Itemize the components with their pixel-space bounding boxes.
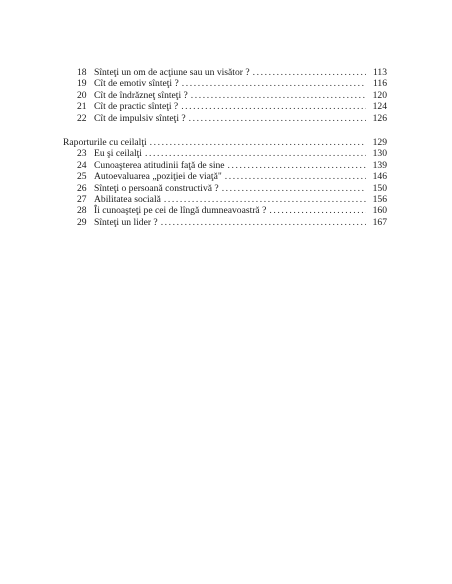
toc-leader-dots xyxy=(228,160,366,171)
toc-entry-29 xyxy=(63,217,387,228)
table-of-contents xyxy=(63,67,387,228)
toc-entry-page: 116 xyxy=(372,78,387,90)
toc-entry-title: Îi cunoaşteţi pe cei de lîngă dumneavoastră ? xyxy=(94,205,267,217)
toc-entry-19 xyxy=(63,78,387,89)
toc-entry-number: 27 xyxy=(77,193,87,205)
toc-entry-page: 167 xyxy=(372,216,387,228)
toc-leader-dots xyxy=(181,101,366,112)
toc-leader-dots xyxy=(145,148,366,159)
toc-entry-number: 26 xyxy=(77,182,87,194)
toc-entry-title: Cît de practic sînteţi ? xyxy=(94,101,179,113)
toc-leader-dots xyxy=(222,183,366,194)
toc-entry-number: 19 xyxy=(77,78,87,90)
toc-entry-number: 28 xyxy=(77,205,87,217)
toc-entry-24 xyxy=(63,160,387,171)
toc-entry-28 xyxy=(63,205,387,216)
toc-leader-dots xyxy=(253,67,366,78)
toc-entry-page: 124 xyxy=(372,101,387,113)
toc-entry-26 xyxy=(63,183,387,194)
toc-leader-dots xyxy=(225,171,366,182)
toc-section-heading xyxy=(63,137,387,148)
toc-entry-title: Sînteţi un lider ? xyxy=(94,216,158,228)
toc-entry-page: 120 xyxy=(372,89,387,101)
toc-entry-27 xyxy=(63,194,387,205)
section-spacer xyxy=(63,124,387,137)
toc-entry-title: Cît de emotiv sînteţi ? xyxy=(94,78,179,90)
toc-entry-page: 139 xyxy=(372,159,387,171)
toc-entry-page: 150 xyxy=(372,182,387,194)
toc-entry-number: 29 xyxy=(77,216,87,228)
toc-leader-dots xyxy=(150,137,366,148)
toc-entry-title: Sînteţi o persoană constructivă ? xyxy=(94,182,219,194)
toc-entry-page: 113 xyxy=(372,67,387,78)
toc-entry-page: 126 xyxy=(372,112,387,124)
toc-entry-title: Cît de îndrăzneţ sînteţi ? xyxy=(94,89,188,101)
toc-entry-23 xyxy=(63,148,387,159)
toc-entry-number: 22 xyxy=(77,112,87,124)
toc-leader-dots xyxy=(189,113,366,124)
toc-entry-page: 156 xyxy=(372,193,387,205)
toc-entry-title: Cît de impulsiv sînteţi ? xyxy=(94,112,186,124)
toc-entry-number: 21 xyxy=(77,101,87,113)
toc-entry-number: 20 xyxy=(77,89,87,101)
toc-entry-title: Autoevaluarea „poziţiei de viaţă" xyxy=(94,171,222,183)
toc-leader-dots xyxy=(269,205,366,216)
toc-leader-dots xyxy=(164,194,366,205)
toc-entry-18 xyxy=(63,67,387,78)
toc-entry-title: Abilitatea socială xyxy=(94,193,161,205)
toc-entry-page: 130 xyxy=(372,148,387,160)
toc-leader-dots xyxy=(182,78,366,89)
toc-entry-number: 24 xyxy=(77,159,87,171)
toc-entry-title: Cunoaşterea atitudinii faţă de sine xyxy=(94,159,225,171)
toc-section-title: Raporturile cu ceilalţi xyxy=(63,136,147,148)
toc-entry-title: Eu şi ceilalţi xyxy=(94,148,142,160)
toc-leader-dots xyxy=(191,90,366,101)
toc-entry-25 xyxy=(63,171,387,182)
toc-entry-page: 160 xyxy=(372,205,387,217)
toc-entry-page: 146 xyxy=(372,171,387,183)
toc-leader-dots xyxy=(161,217,366,228)
toc-entry-number: 23 xyxy=(77,148,87,160)
toc-entry-number: 25 xyxy=(77,171,87,183)
toc-entry-21 xyxy=(63,101,387,112)
toc-entry-22 xyxy=(63,113,387,124)
toc-entry-number: 18 xyxy=(77,67,87,78)
toc-section-page: 129 xyxy=(372,136,387,148)
toc-entry-title: Sînteţi un om de acţiune sau un visător ? xyxy=(94,67,250,78)
toc-entry-20 xyxy=(63,90,387,101)
